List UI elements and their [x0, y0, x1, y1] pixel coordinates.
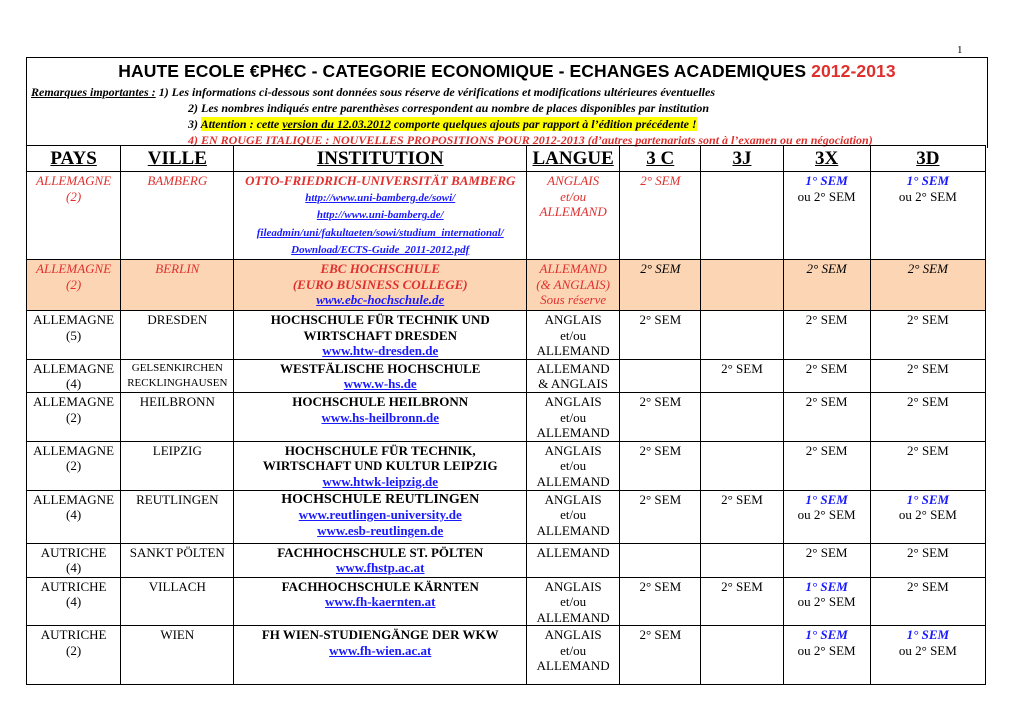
- cell-3d: 2° SEM: [870, 359, 985, 392]
- langue-line: (& ANGLAIS): [536, 276, 611, 292]
- cell-3j: 2° SEM: [701, 577, 783, 626]
- cell-langue: [527, 259, 620, 310]
- langue-line: et/ou: [560, 327, 587, 343]
- institution-name: FACHHOCHSCHULE KÄRNTEN: [281, 578, 479, 594]
- cell-pays: [27, 392, 121, 441]
- places-text: (2): [66, 188, 82, 204]
- cell-3d: [870, 172, 985, 260]
- table-row: [27, 359, 986, 392]
- institution-link[interactable]: www.hs-heilbronn.de: [321, 409, 439, 425]
- institution-name: EBC HOCHSCHULE: [320, 260, 440, 276]
- cell-3d: 2° SEM: [870, 543, 985, 577]
- cell-3j: 2° SEM: [701, 359, 783, 392]
- header-3x: 3X: [783, 146, 870, 172]
- cell-3j: [701, 172, 783, 260]
- table-row: [27, 259, 986, 310]
- sem-option: ou 2° SEM: [797, 642, 856, 658]
- pays-text: ALLEMAGNE: [36, 260, 112, 276]
- cell-3d: [870, 626, 985, 685]
- cell-3j: 2° SEM: [701, 490, 783, 543]
- langue-line: ALLEMAND: [536, 609, 610, 625]
- cell-3c: [620, 359, 701, 392]
- cell-3c: 2° SEM: [620, 392, 701, 441]
- cell-institution: [234, 543, 527, 577]
- institution-link[interactable]: www.htwk-leipzig.de: [322, 473, 438, 489]
- langue-line: ALLEMAND: [539, 204, 607, 220]
- langue-line: & ANGLAIS: [538, 376, 608, 392]
- langue-line: ALLEMAND: [536, 425, 610, 441]
- cell-langue: [527, 490, 620, 543]
- langue-line: ALLEMAND: [536, 343, 610, 359]
- remark-3-num: 3): [188, 117, 201, 131]
- remark-3-highlight: [201, 117, 697, 131]
- cell-3c: [620, 543, 701, 577]
- institution-name: HOCHSCHULE FÜR TECHNIK,: [284, 442, 476, 458]
- institution-link[interactable]: www.ebc-hochschule.de: [316, 292, 445, 308]
- remark-1-text: 1) Les informations ci-dessous sont données sous réserve de vérifications et modifications ultérieures éventuelles: [155, 85, 716, 99]
- cell-institution: [234, 577, 527, 626]
- pays-text: ALLEMAGNE: [33, 360, 115, 376]
- remark-4: 4) EN ROUGE ITALIQUE : NOUVELLES PROPOSITIONS POUR 2012-2013 (d’autres partenariats sont à l’examen ou en négociation): [188, 133, 873, 147]
- cell-pays: [27, 626, 121, 685]
- institution-name: WESTFÄLISCHE HOCHSCHULE: [279, 360, 481, 376]
- cell-3x: [783, 490, 870, 543]
- header-institution: INSTITUTION: [234, 146, 527, 172]
- exchange-table: [26, 145, 986, 685]
- cell-3j: [701, 259, 783, 310]
- langue-line: ALLEMAND: [536, 658, 610, 674]
- institution-link[interactable]: fileadmin/uni/fakultaeten/sowi/studium_international/: [256, 226, 504, 239]
- title-main: HAUTE ECOLE €PH€C - CATEGORIE ECONOMIQUE - ECHANGES ACADEMIQUES: [118, 61, 807, 81]
- cell-langue: [527, 310, 620, 359]
- institution-link[interactable]: Download/ECTS-Guide_2011-2012.pdf: [291, 244, 470, 257]
- cell-langue: [527, 577, 620, 626]
- langue-line: ALLEMAND: [536, 473, 610, 489]
- cell-institution: [234, 172, 527, 260]
- cell-3x: 2° SEM: [783, 441, 870, 490]
- cell-3d: [870, 490, 985, 543]
- langue-line: ANGLAIS: [544, 311, 602, 327]
- cell-langue: [527, 543, 620, 577]
- table-row: [27, 392, 986, 441]
- langue-line: ANGLAIS: [547, 173, 600, 188]
- cell-pays: [27, 490, 121, 543]
- institution-link[interactable]: www.reutlingen-university.de: [298, 507, 462, 523]
- langue-line: et/ou: [560, 409, 587, 425]
- header-langue: LANGUE: [527, 146, 620, 172]
- pays-text: ALLEMAGNE: [33, 311, 115, 327]
- institution-name: FACHHOCHSCHULE ST. PÖLTEN: [277, 544, 484, 560]
- page-number: 1: [957, 44, 963, 56]
- cell-3x: [783, 626, 870, 685]
- cell-ville: DRESDEN: [121, 310, 234, 359]
- cell-3x: 2° SEM: [783, 543, 870, 577]
- cell-3j: [701, 543, 783, 577]
- remark-1: [31, 84, 987, 100]
- sem-option: 1° SEM: [906, 627, 950, 643]
- places-text: (4): [66, 560, 82, 576]
- cell-pays: [27, 577, 121, 626]
- table-row: [27, 543, 986, 577]
- table-row: [27, 441, 986, 490]
- langue-line: ALLEMAND: [536, 360, 610, 376]
- cell-3j: [701, 392, 783, 441]
- cell-ville: WIEN: [121, 626, 234, 685]
- pays-text: ALLEMAGNE: [33, 393, 115, 409]
- cell-pays: [27, 543, 121, 577]
- cell-ville: BAMBERG: [121, 172, 234, 260]
- cell-3c: 2° SEM: [620, 172, 701, 260]
- header-3d: 3D: [870, 146, 985, 172]
- remarks-label: Remarques importantes :: [31, 85, 156, 99]
- langue-line: ALLEMAND: [536, 522, 610, 538]
- cell-institution: [234, 490, 527, 543]
- institution-name: (EURO BUSINESS COLLEGE): [292, 276, 468, 292]
- pays-text: AUTRICHE: [40, 627, 107, 643]
- institution-name: WIRTSCHAFT DRESDEN: [303, 327, 457, 343]
- places-text: (2): [66, 276, 82, 292]
- cell-3d: 2° SEM: [870, 577, 985, 626]
- institution-name: FH WIEN-STUDIENGÄNGE DER WKW: [261, 627, 499, 643]
- document-header: [26, 57, 988, 148]
- pays-text: ALLEMAGNE: [36, 173, 112, 188]
- sem-option: ou 2° SEM: [797, 594, 856, 610]
- cell-3c: 2° SEM: [620, 626, 701, 685]
- cell-3d: 2° SEM: [870, 441, 985, 490]
- cell-3x: [783, 577, 870, 626]
- cell-langue: [527, 359, 620, 392]
- places-text: (5): [66, 327, 82, 343]
- table-row: [27, 490, 986, 543]
- places-text: (2): [66, 458, 82, 474]
- cell-ville: REUTLINGEN: [121, 490, 234, 543]
- remark-3-version: version du 12.03.2012: [282, 117, 391, 131]
- cell-institution: [234, 259, 527, 310]
- table-row: [27, 626, 986, 685]
- cell-ville: SANKT PÖLTEN: [121, 543, 234, 577]
- institution-name: HOCHSCHULE HEILBRONN: [292, 393, 469, 409]
- places-text: (2): [66, 409, 82, 425]
- sem-option: ou 2° SEM: [898, 507, 957, 523]
- ville-text: GELSENKIRCHEN: [131, 361, 223, 374]
- cell-3c: 2° SEM: [620, 577, 701, 626]
- ville-text: RECKLINGHAUSEN: [127, 377, 228, 390]
- table-row: [27, 310, 986, 359]
- langue-line: ALLEMAND: [536, 544, 610, 560]
- langue-line: et/ou: [560, 642, 587, 658]
- langue-line: ANGLAIS: [544, 491, 602, 507]
- cell-langue: [527, 441, 620, 490]
- institution-link[interactable]: www.fhstp.ac.at: [335, 560, 425, 576]
- cell-institution: [234, 359, 527, 392]
- institution-name: HOCHSCHULE REUTLINGEN: [281, 491, 480, 507]
- cell-langue: [527, 392, 620, 441]
- langue-line: et/ou: [560, 458, 587, 474]
- cell-3c: 2° SEM: [620, 310, 701, 359]
- header-pays: PAYS: [27, 146, 121, 172]
- sem-option: 1° SEM: [906, 491, 950, 507]
- cell-3c: 2° SEM: [620, 441, 701, 490]
- cell-pays: [27, 310, 121, 359]
- institution-name: HOCHSCHULE FÜR TECHNIK UND: [270, 311, 490, 327]
- header-3c: 3 C: [620, 146, 701, 172]
- institution-name: WIRTSCHAFT UND KULTUR LEIPZIG: [262, 458, 498, 474]
- cell-pays: [27, 172, 121, 260]
- institution-link[interactable]: www.htw-dresden.de: [322, 343, 439, 359]
- cell-3j: [701, 310, 783, 359]
- cell-3d: 2° SEM: [870, 392, 985, 441]
- cell-pays: [27, 441, 121, 490]
- table-row: [27, 577, 986, 626]
- pays-text: ALLEMAGNE: [33, 442, 115, 458]
- places-text: (4): [66, 376, 82, 392]
- langue-line: ANGLAIS: [544, 393, 602, 409]
- cell-3x: 2° SEM: [783, 310, 870, 359]
- remark-2: 2) Les nombres indiqués entre parenthèses correspondent au nombre de places disponibles par institution: [188, 101, 710, 115]
- cell-3d: 2° SEM: [870, 310, 985, 359]
- cell-ville: [121, 359, 234, 392]
- institution-link[interactable]: www.w-hs.de: [343, 376, 417, 392]
- langue-line: et/ou: [560, 594, 587, 610]
- sem-option: 1° SEM: [805, 491, 848, 507]
- sem-option: ou 2° SEM: [898, 188, 957, 204]
- places-text: (2): [66, 642, 82, 658]
- cell-institution: [234, 441, 527, 490]
- cell-institution: [234, 310, 527, 359]
- remark-3-text-a: Attention : cette: [200, 117, 283, 131]
- remark-3: [31, 116, 987, 132]
- cell-3d: 2° SEM: [870, 259, 985, 310]
- institution-link[interactable]: www.fh-kaernten.at: [324, 594, 436, 610]
- cell-pays: [27, 359, 121, 392]
- cell-3c: 2° SEM: [620, 259, 701, 310]
- cell-3c: 2° SEM: [620, 490, 701, 543]
- institution-name: OTTO-FRIEDRICH-UNIVERSITÄT BAMBERG: [245, 173, 516, 188]
- document-title: [27, 58, 987, 84]
- cell-3j: [701, 441, 783, 490]
- institution-link[interactable]: www.esb-reutlingen.de: [317, 522, 444, 538]
- remark-3-text-b: comporte quelques ajouts par rapport à l’édition précédente !: [390, 117, 697, 131]
- institution-link[interactable]: http://www.uni-bamberg.de/sowi/: [305, 191, 456, 204]
- header-3j: 3J: [701, 146, 783, 172]
- sem-option: 1° SEM: [805, 627, 848, 643]
- institution-link[interactable]: http://www.uni-bamberg.de/: [316, 209, 444, 222]
- institution-link[interactable]: www.fh-wien.ac.at: [329, 642, 432, 658]
- places-text: (4): [66, 594, 82, 610]
- langue-line: et/ou: [560, 188, 587, 204]
- cell-3x: 2° SEM: [783, 359, 870, 392]
- cell-institution: [234, 392, 527, 441]
- cell-3x: 2° SEM: [783, 392, 870, 441]
- pays-text: ALLEMAGNE: [33, 491, 115, 507]
- sem-option: 1° SEM: [805, 578, 848, 594]
- cell-ville: LEIPZIG: [121, 441, 234, 490]
- table-header-row: [27, 146, 986, 172]
- sem-option: ou 2° SEM: [797, 188, 856, 204]
- langue-line: ALLEMAND: [539, 260, 607, 276]
- title-year: 2012-2013: [811, 61, 896, 81]
- sem-option: 1° SEM: [805, 173, 848, 188]
- cell-ville: VILLACH: [121, 577, 234, 626]
- cell-3x: 2° SEM: [783, 259, 870, 310]
- langue-line: ANGLAIS: [544, 442, 602, 458]
- header-ville: VILLE: [121, 146, 234, 172]
- sem-option: 1° SEM: [906, 173, 950, 188]
- places-text: (4): [66, 507, 82, 523]
- cell-ville: HEILBRONN: [121, 392, 234, 441]
- cell-ville: BERLIN: [121, 259, 234, 310]
- pays-text: AUTRICHE: [40, 544, 107, 560]
- langue-line: ANGLAIS: [544, 627, 602, 643]
- cell-3x: [783, 172, 870, 260]
- langue-line: et/ou: [560, 507, 587, 523]
- table-row: [27, 172, 986, 260]
- cell-pays: [27, 259, 121, 310]
- langue-line: Sous réserve: [540, 292, 607, 308]
- sem-option: ou 2° SEM: [898, 642, 957, 658]
- cell-langue: [527, 172, 620, 260]
- cell-langue: [527, 626, 620, 685]
- pays-text: AUTRICHE: [40, 578, 107, 594]
- remarks-block: [27, 84, 987, 148]
- langue-line: ANGLAIS: [544, 578, 602, 594]
- cell-3j: [701, 626, 783, 685]
- sem-option: ou 2° SEM: [797, 507, 856, 523]
- cell-institution: [234, 626, 527, 685]
